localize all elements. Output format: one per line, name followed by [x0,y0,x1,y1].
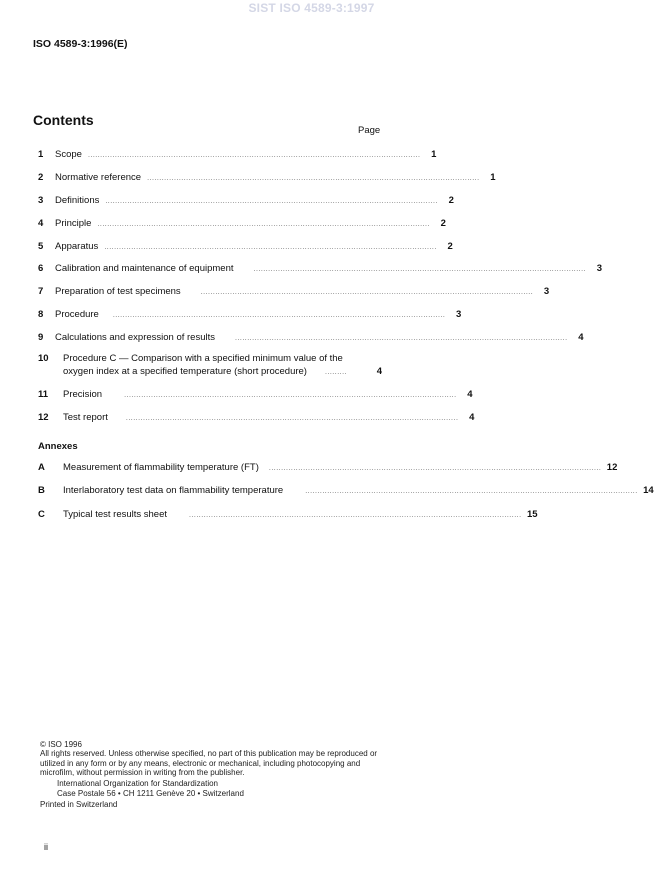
toc-entry-title: Principle [55,218,92,229]
toc-entry-number: 2 [38,172,44,183]
toc-entry-title-line1: Procedure C — Comparison with a specified minimum value of the [63,353,343,364]
page-number: ii [44,842,48,852]
toc-entry-title: Definitions [55,195,100,206]
toc-entry-page: 3 [543,286,550,297]
toc-entry-page: 3 [456,309,462,320]
toc-annex-b[interactable] [38,485,654,499]
toc-annex-letter: C [38,509,45,520]
toc-annex-page: 14 [643,485,654,496]
dot-leader: ........................................................................................................................................ [104,244,437,251]
contents-heading: Contents [33,112,94,128]
toc-entry-page: 2 [440,218,446,229]
toc-entry-title-line2: oxygen index at a specified temperature (short procedure) [63,366,307,377]
dot-leader: ........................................................................................................................................ [125,415,459,422]
toc-entry-page: 1 [431,149,437,160]
toc-annex-c[interactable] [38,509,538,523]
toc-entry-number: 12 [38,412,49,423]
toc-entry-scope[interactable] [38,149,437,163]
toc-entry-page: 2 [447,241,453,252]
toc-entry-normative-reference[interactable] [38,172,496,186]
toc-entry-apparatus[interactable] [38,241,453,255]
toc-entry-title: Calculations and expression of results [55,332,216,343]
toc-entry-page: 4 [469,412,475,423]
toc-entry-title: Normative reference [55,172,142,183]
toc-entry-title: Procedure [55,309,99,320]
toc-entry-number: 7 [38,286,44,297]
toc-annex-title: Typical test results sheet [63,509,168,520]
toc-entry-page: 4 [376,366,382,377]
watermark: SIST ISO 4589-3:1997 [248,1,375,15]
dot-leader: ........................................................................................................................................ [87,152,421,159]
toc-entry-number: 9 [38,332,44,343]
toc-annex-page: 12 [606,462,618,473]
document-id: ISO 4589-3:1996(E) [33,38,128,50]
toc-entry-title: Test report [63,412,108,423]
toc-entry-title: Precision [63,389,103,400]
dot-leader: ........................................................................................................................................ [200,289,534,296]
toc-entry-test-report[interactable] [38,412,475,426]
toc-annex-page: 15 [526,509,538,520]
toc-entry-title: Scope [55,149,82,160]
dot-leader: ........................................................................................................................................ [105,198,438,205]
toc-entry-precision[interactable] [38,389,473,403]
toc-entry-calculations[interactable] [38,332,584,346]
toc-entry-page: 4 [578,332,584,343]
toc-entry-page: 1 [490,172,496,183]
dot-leader: ........................................................................................................................................ [235,335,568,342]
org-address: Case Postale 56 • CH 1211 Genève 20 • Switzerland [57,788,244,798]
toc-annex-a[interactable] [38,462,618,476]
toc-entry-preparation[interactable] [38,286,550,300]
toc-entry-procedure-c[interactable] [38,353,382,381]
dot-leader: ........................................................................................................................................ [305,488,638,495]
toc-entry-title: Apparatus [55,241,99,252]
rights-statement: All rights reserved. Unless otherwise specified, no part of this publication may be reproduced or utilized in any form or by any means, electronic or mechanical, including photocopying and microfilm, without permission in writing from the publisher. [40,749,378,777]
toc-entry-procedure[interactable] [38,309,462,323]
annexes-heading: Annexes [38,441,78,452]
toc-entry-definitions[interactable] [38,195,454,209]
publisher-address [57,779,244,798]
dot-leader: ........................................................................................................................................ [124,392,457,399]
org-name: International Organization for Standardization [57,779,218,788]
toc-entry-page: 4 [467,389,473,400]
toc-entry-page: 3 [596,263,603,274]
printed-in: Printed in Switzerland [40,800,118,809]
dot-leader: ........................................................................................................................................ [189,512,522,519]
toc-entry-number: 1 [38,149,44,160]
toc-entry-number: 11 [38,389,49,400]
dot-leader: ......... [324,369,347,376]
toc-entry-number: 3 [38,195,44,206]
dot-leader: ........................................................................................................................................ [147,175,480,182]
toc-annex-title: Interlaboratory test data on flammability temperature [63,485,284,496]
toc-annex-title: Measurement of flammability temperature (FT) [63,462,259,473]
toc-entry-number: 6 [38,263,44,274]
dot-leader: ........................................................................................................................................ [112,312,446,319]
toc-entry-title: Preparation of test specimens [55,286,181,297]
toc-entry-number: 5 [38,241,44,252]
toc-annex-letter: A [38,462,45,473]
dot-leader: ........................................................................................................................................ [253,266,587,273]
toc-annex-letter: B [38,485,45,496]
toc-entry-page: 2 [448,195,454,206]
toc-entry-number: 10 [38,353,49,364]
toc-entry-number: 8 [38,309,44,320]
toc-entry-number: 4 [38,218,44,229]
toc-entry-principle[interactable] [38,218,446,232]
toc-entry-title: Calibration and maintenance of equipment [55,263,234,274]
page-column-label: Page [358,125,381,136]
toc-entry-calibration[interactable] [38,263,603,277]
copyright-notice: © ISO 1996 [40,740,82,749]
dot-leader: ........................................................................................................................................ [97,221,430,228]
dot-leader: ........................................................................................................................................ [268,465,602,472]
